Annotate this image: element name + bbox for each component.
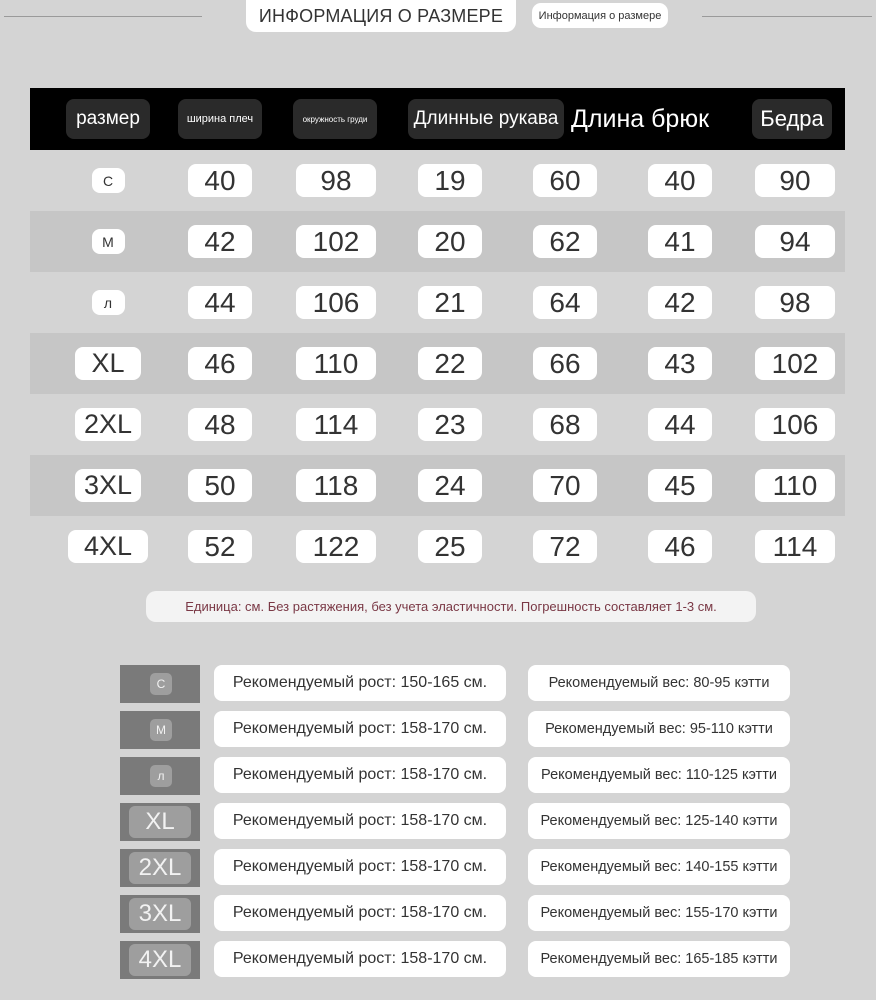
size-badge-box (120, 849, 200, 887)
size-label: М (92, 229, 125, 254)
table-cell: 122 (296, 530, 376, 563)
recommended-height: Рекомендуемый рост: 158-170 см. (214, 941, 506, 977)
table-cell: 64 (533, 286, 597, 319)
size-badge-box (120, 895, 200, 933)
size-badge: 3XL (129, 898, 191, 930)
size-badge: XL (129, 806, 191, 838)
table-cell: 42 (648, 286, 712, 319)
column-header-size: размер (66, 99, 150, 139)
table-cell: 118 (296, 469, 376, 502)
table-cell: 22 (418, 347, 482, 380)
table-cell: 43 (648, 347, 712, 380)
recommendation-row (0, 895, 876, 941)
size-badge: 4XL (129, 944, 191, 976)
table-cell: 23 (418, 408, 482, 441)
table-cell: 72 (533, 530, 597, 563)
measurement-note: Единица: см. Без растяжения, без учета эластичности. Погрешность составляет 1-3 см. (146, 591, 756, 622)
table-cell: 68 (533, 408, 597, 441)
recommendation-row (0, 711, 876, 757)
size-badge-box (120, 665, 200, 703)
column-header-chest: окружность груди (293, 99, 377, 139)
header-divider-right (702, 16, 872, 17)
size-label: XL (75, 347, 141, 380)
table-cell: 114 (755, 530, 835, 563)
table-cell: 70 (533, 469, 597, 502)
table-cell: 45 (648, 469, 712, 502)
table-cell: 98 (755, 286, 835, 319)
table-cell: 52 (188, 530, 252, 563)
table-cell: 44 (188, 286, 252, 319)
table-cell: 25 (418, 530, 482, 563)
table-cell: 62 (533, 225, 597, 258)
recommended-weight: Рекомендуемый вес: 155-170 кэтти (528, 895, 790, 931)
table-cell: 40 (188, 164, 252, 197)
table-cell: 106 (296, 286, 376, 319)
recommended-weight: Рекомендуемый вес: 80-95 кэтти (528, 665, 790, 701)
column-header-long-sleeve: Длинные рукава (408, 99, 564, 139)
table-cell: 110 (755, 469, 835, 502)
recommendation-row (0, 665, 876, 711)
table-row (30, 516, 845, 577)
size-label: л (92, 290, 125, 315)
table-cell: 102 (296, 225, 376, 258)
recommendation-row (0, 849, 876, 895)
size-badge-box (120, 941, 200, 979)
size-badge: С (150, 673, 172, 695)
column-header-shoulder-width: ширина плеч (178, 99, 262, 139)
table-row (30, 394, 845, 455)
table-cell: 41 (648, 225, 712, 258)
size-label: 2XL (75, 408, 141, 441)
column-header-hips: Бедра (752, 99, 832, 139)
size-badge: 2XL (129, 852, 191, 884)
size-table-header (30, 88, 845, 150)
table-cell: 24 (418, 469, 482, 502)
table-cell: 98 (296, 164, 376, 197)
column-header-pants-length: Длина брюк (570, 104, 710, 133)
table-cell: 21 (418, 286, 482, 319)
size-label: С (92, 168, 125, 193)
recommended-weight: Рекомендуемый вес: 140-155 кэтти (528, 849, 790, 885)
table-cell: 42 (188, 225, 252, 258)
recommended-height: Рекомендуемый рост: 150-165 см. (214, 665, 506, 701)
table-cell: 94 (755, 225, 835, 258)
recommendation-row (0, 803, 876, 849)
table-row (30, 272, 845, 333)
table-row (30, 333, 845, 394)
table-cell: 48 (188, 408, 252, 441)
table-cell: 46 (188, 347, 252, 380)
table-row (30, 455, 845, 516)
header-divider-left (4, 16, 202, 17)
recommended-height: Рекомендуемый рост: 158-170 см. (214, 849, 506, 885)
size-label: 3XL (75, 469, 141, 502)
table-row (30, 150, 845, 211)
table-cell: 106 (755, 408, 835, 441)
table-cell: 110 (296, 347, 376, 380)
size-label: 4XL (68, 530, 148, 563)
page-title: ИНФОРМАЦИЯ О РАЗМЕРЕ (246, 0, 516, 32)
table-cell: 114 (296, 408, 376, 441)
table-cell: 20 (418, 225, 482, 258)
table-cell: 40 (648, 164, 712, 197)
table-cell: 102 (755, 347, 835, 380)
table-row (30, 211, 845, 272)
recommendation-row (0, 941, 876, 987)
table-cell: 46 (648, 530, 712, 563)
size-badge-box (120, 757, 200, 795)
table-cell: 90 (755, 164, 835, 197)
page-subtitle: Информация о размере (532, 3, 668, 28)
recommendation-row (0, 757, 876, 803)
size-badge: л (150, 765, 172, 787)
table-cell: 66 (533, 347, 597, 380)
size-badge-box (120, 711, 200, 749)
recommended-height: Рекомендуемый рост: 158-170 см. (214, 757, 506, 793)
recommended-weight: Рекомендуемый вес: 110-125 кэтти (528, 757, 790, 793)
recommended-height: Рекомендуемый рост: 158-170 см. (214, 895, 506, 931)
size-badge: М (150, 719, 172, 741)
recommended-weight: Рекомендуемый вес: 165-185 кэтти (528, 941, 790, 977)
table-cell: 50 (188, 469, 252, 502)
recommended-height: Рекомендуемый рост: 158-170 см. (214, 711, 506, 747)
recommended-height: Рекомендуемый рост: 158-170 см. (214, 803, 506, 839)
table-cell: 19 (418, 164, 482, 197)
table-cell: 44 (648, 408, 712, 441)
recommended-weight: Рекомендуемый вес: 95-110 кэтти (528, 711, 790, 747)
size-badge-box (120, 803, 200, 841)
recommended-weight: Рекомендуемый вес: 125-140 кэтти (528, 803, 790, 839)
table-cell: 60 (533, 164, 597, 197)
